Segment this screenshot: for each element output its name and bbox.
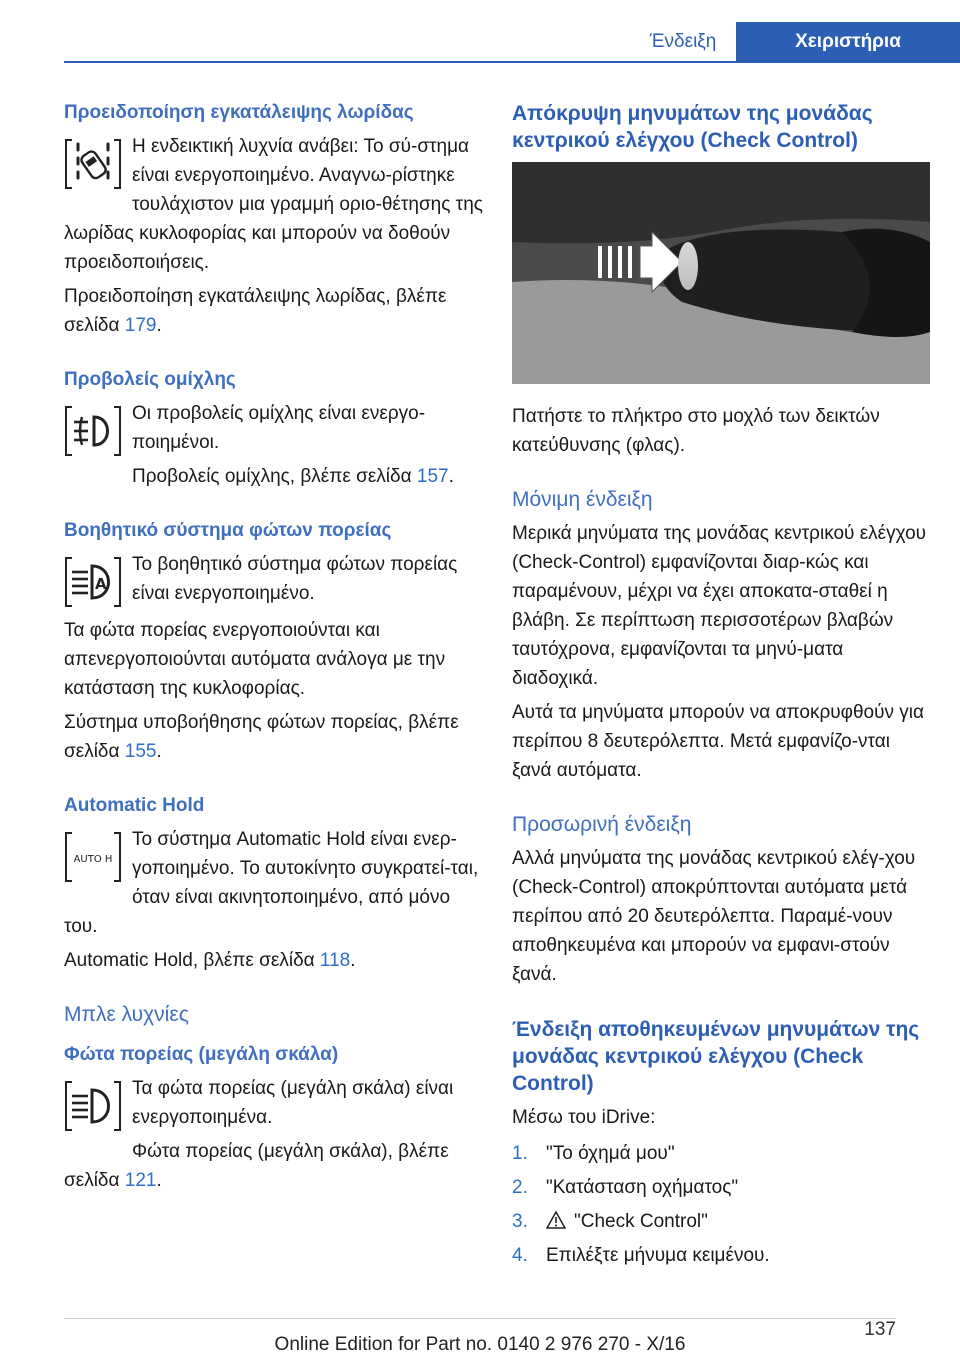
- high-beam-text: Τα φώτα πορείας (μεγάλη σκάλα) είναι ενεργοποιημένα.: [132, 1078, 454, 1128]
- warning-triangle-icon: [546, 1205, 574, 1239]
- high-beam-ref-text: Φώτα πορείας (μεγάλη σκάλα), βλέπε σελίδα: [64, 1141, 449, 1191]
- high-beam-assist-page-link[interactable]: 155: [124, 741, 157, 762]
- fog-lights-block: [64, 399, 484, 496]
- temporary-display-text: Αλλά μηνύματα της μονάδας κεντρικού ελέγ-χου (Check-Control) αποκρύπτονται αυτόματα μετά περίπου από 20 δευτερόλεπτα. Παραμέ-νουν αποθηκευμένα και μπορούν να εμφανι-στούν ξανά.: [512, 848, 916, 985]
- stored-messages-heading: Ένδειξη αποθηκευμένων μηνυμάτων της μονάδας κεντρικού ελέγχου (Check Control): [512, 1018, 920, 1095]
- svg-text:A: A: [95, 575, 107, 593]
- high-beam-block: [64, 1074, 484, 1200]
- page-footer: [0, 1318, 960, 1358]
- lane-departure-reference: Προειδοποίηση εγκατάλειψης λωρίδας, βλέπε σελίδα 179.: [64, 286, 447, 336]
- list-item: 2. "Κατάσταση οχήματος": [512, 1177, 739, 1198]
- automatic-hold-block: [64, 825, 484, 946]
- fog-lights-text: Οι προβολείς ομίχλης είναι ενεργο-ποιημένοι.: [132, 403, 426, 453]
- lane-departure-block: [64, 132, 484, 282]
- automatic-hold-page-link[interactable]: 118: [319, 950, 351, 971]
- list-item: 3. "Check Control": [512, 1205, 930, 1239]
- fog-lights-page-link[interactable]: 157: [416, 466, 449, 487]
- automatic-hold-reference: Automatic Hold, βλέπε σελίδα 118.: [64, 950, 356, 971]
- high-beam-assist-ref-text: Σύστημα υποβοήθησης φώτων πορείας, βλέπε σελίδα: [64, 712, 459, 762]
- high-beam-assist-icon: [64, 554, 122, 610]
- auto-hold-icon-label: AUTO H: [73, 854, 113, 865]
- list-item: 4. Επιλέξτε μήνυμα κειμένου.: [512, 1245, 770, 1266]
- lane-departure-icon: [64, 136, 122, 192]
- lane-departure-page-link[interactable]: 179: [124, 315, 157, 336]
- high-beam-assist-text-2: Τα φώτα πορείας ενεργοποιούνται και απενεργοποιούνται αυτόματα ανάλογα με την κατάσταση της κυκλοφορίας.: [64, 620, 446, 699]
- fog-lights-ref-text: Προβολείς ομίχλης, βλέπε σελίδα: [132, 466, 417, 487]
- blue-lamps-heading: Μπλε λυχνίες: [64, 1003, 189, 1026]
- high-beam-assist-block: [64, 550, 484, 616]
- list-item: 1. "Το όχημά μου": [512, 1143, 675, 1164]
- left-column: [64, 100, 484, 1200]
- stored-messages-steps: [512, 1137, 930, 1273]
- right-column: [512, 100, 930, 1273]
- high-beam-heading: Φώτα πορείας (μεγάλη σκάλα): [64, 1044, 339, 1065]
- fog-light-icon: [64, 403, 122, 459]
- auto-hold-icon: [64, 829, 122, 885]
- turn-signal-lever-photo: [512, 162, 930, 384]
- footer-rule: [64, 1318, 896, 1319]
- permanent-display-text-2: Αυτά τα μηνύματα μπορούν να αποκρυφθούν για περίπου 8 δευτερόλεπτα. Μετά εμφανίζο-νται ξανά αυτόματα.: [512, 702, 924, 781]
- high-beam-page-link[interactable]: 121: [124, 1170, 157, 1191]
- temporary-display-heading: Προσωρινή ένδειξη: [512, 813, 692, 836]
- header-rule: [64, 61, 960, 63]
- automatic-hold-heading: Automatic Hold: [64, 795, 205, 816]
- hide-messages-text: Πατήστε το πλήκτρο στο μοχλό των δεικτών κατεύθυνσης (φλας).: [512, 406, 880, 456]
- lane-departure-ref-text: Προειδοποίηση εγκατάλειψης λωρίδας, βλέπε σελίδα: [64, 286, 447, 336]
- stored-messages-intro: Μέσω του iDrive:: [512, 1107, 656, 1128]
- automatic-hold-ref-text: Automatic Hold, βλέπε σελίδα: [64, 950, 320, 971]
- high-beam-assist-reference: Σύστημα υποβοήθησης φώτων πορείας, βλέπε σελίδα 155.: [64, 712, 459, 762]
- high-beam-assist-heading: Βοηθητικό σύστημα φώτων πορείας: [64, 520, 392, 541]
- page-number: 137: [864, 1319, 896, 1340]
- high-beam-icon: [64, 1078, 122, 1134]
- edition-text: Online Edition for Part no. 0140 2 976 270 - X/16: [274, 1334, 686, 1355]
- header-tab-index[interactable]: Ένδειξη: [649, 31, 717, 52]
- automatic-hold-text: Το σύστημα Automatic Hold είναι ενερ-γοποιημένο. Το αυτοκίνητο συγκρατεί-ται, όταν είναι ακινητοποιημένο, από μόνο του.: [64, 829, 479, 937]
- high-beam-assist-text: Το βοηθητικό σύστημα φώτων πορείας είναι ενεργοποιημένο.: [132, 554, 458, 604]
- high-beam-reference: Φώτα πορείας (μεγάλη σκάλα), βλέπε σελίδα 121.: [64, 1141, 449, 1191]
- hide-messages-heading: Απόκρυψη μηνυμάτων της μονάδας κεντρικού ελέγχου (Check Control): [512, 102, 873, 152]
- permanent-display-heading: Μόνιμη ένδειξη: [512, 488, 653, 511]
- fog-lights-reference: Προβολείς ομίχλης, βλέπε σελίδα 157.: [132, 466, 454, 487]
- lane-departure-heading: Προειδοποίηση εγκατάλειψης λωρίδας: [64, 102, 414, 123]
- fog-lights-heading: Προβολείς ομίχλης: [64, 369, 236, 390]
- permanent-display-text: Μερικά μηνύματα της μονάδας κεντρικού ελέγχου (Check-Control) εμφανίζονται διαρ-κώς και παραμένουν, μέχρι να έχει αποκατα-σταθεί η βλάβη. Σε περίπτωση περισσοτέρων βλαβών ταυτόχρονα, εμφανίζονται τα μηνύ-ματα διαδοχικά.: [512, 523, 927, 689]
- lane-departure-text: Η ενδεικτική λυχνία ανάβει: Το σύ-στημα είναι ενεργοποιημένο. Αναγνω-ρίστηκε τουλάχιστον μια γραμμή οριο-θέτησης της λωρίδας κυκλοφορίας και μπορούν να δοθούν προειδοποιήσεις.: [64, 136, 483, 273]
- header-tab-controls[interactable]: Χειριστήρια: [736, 22, 960, 62]
